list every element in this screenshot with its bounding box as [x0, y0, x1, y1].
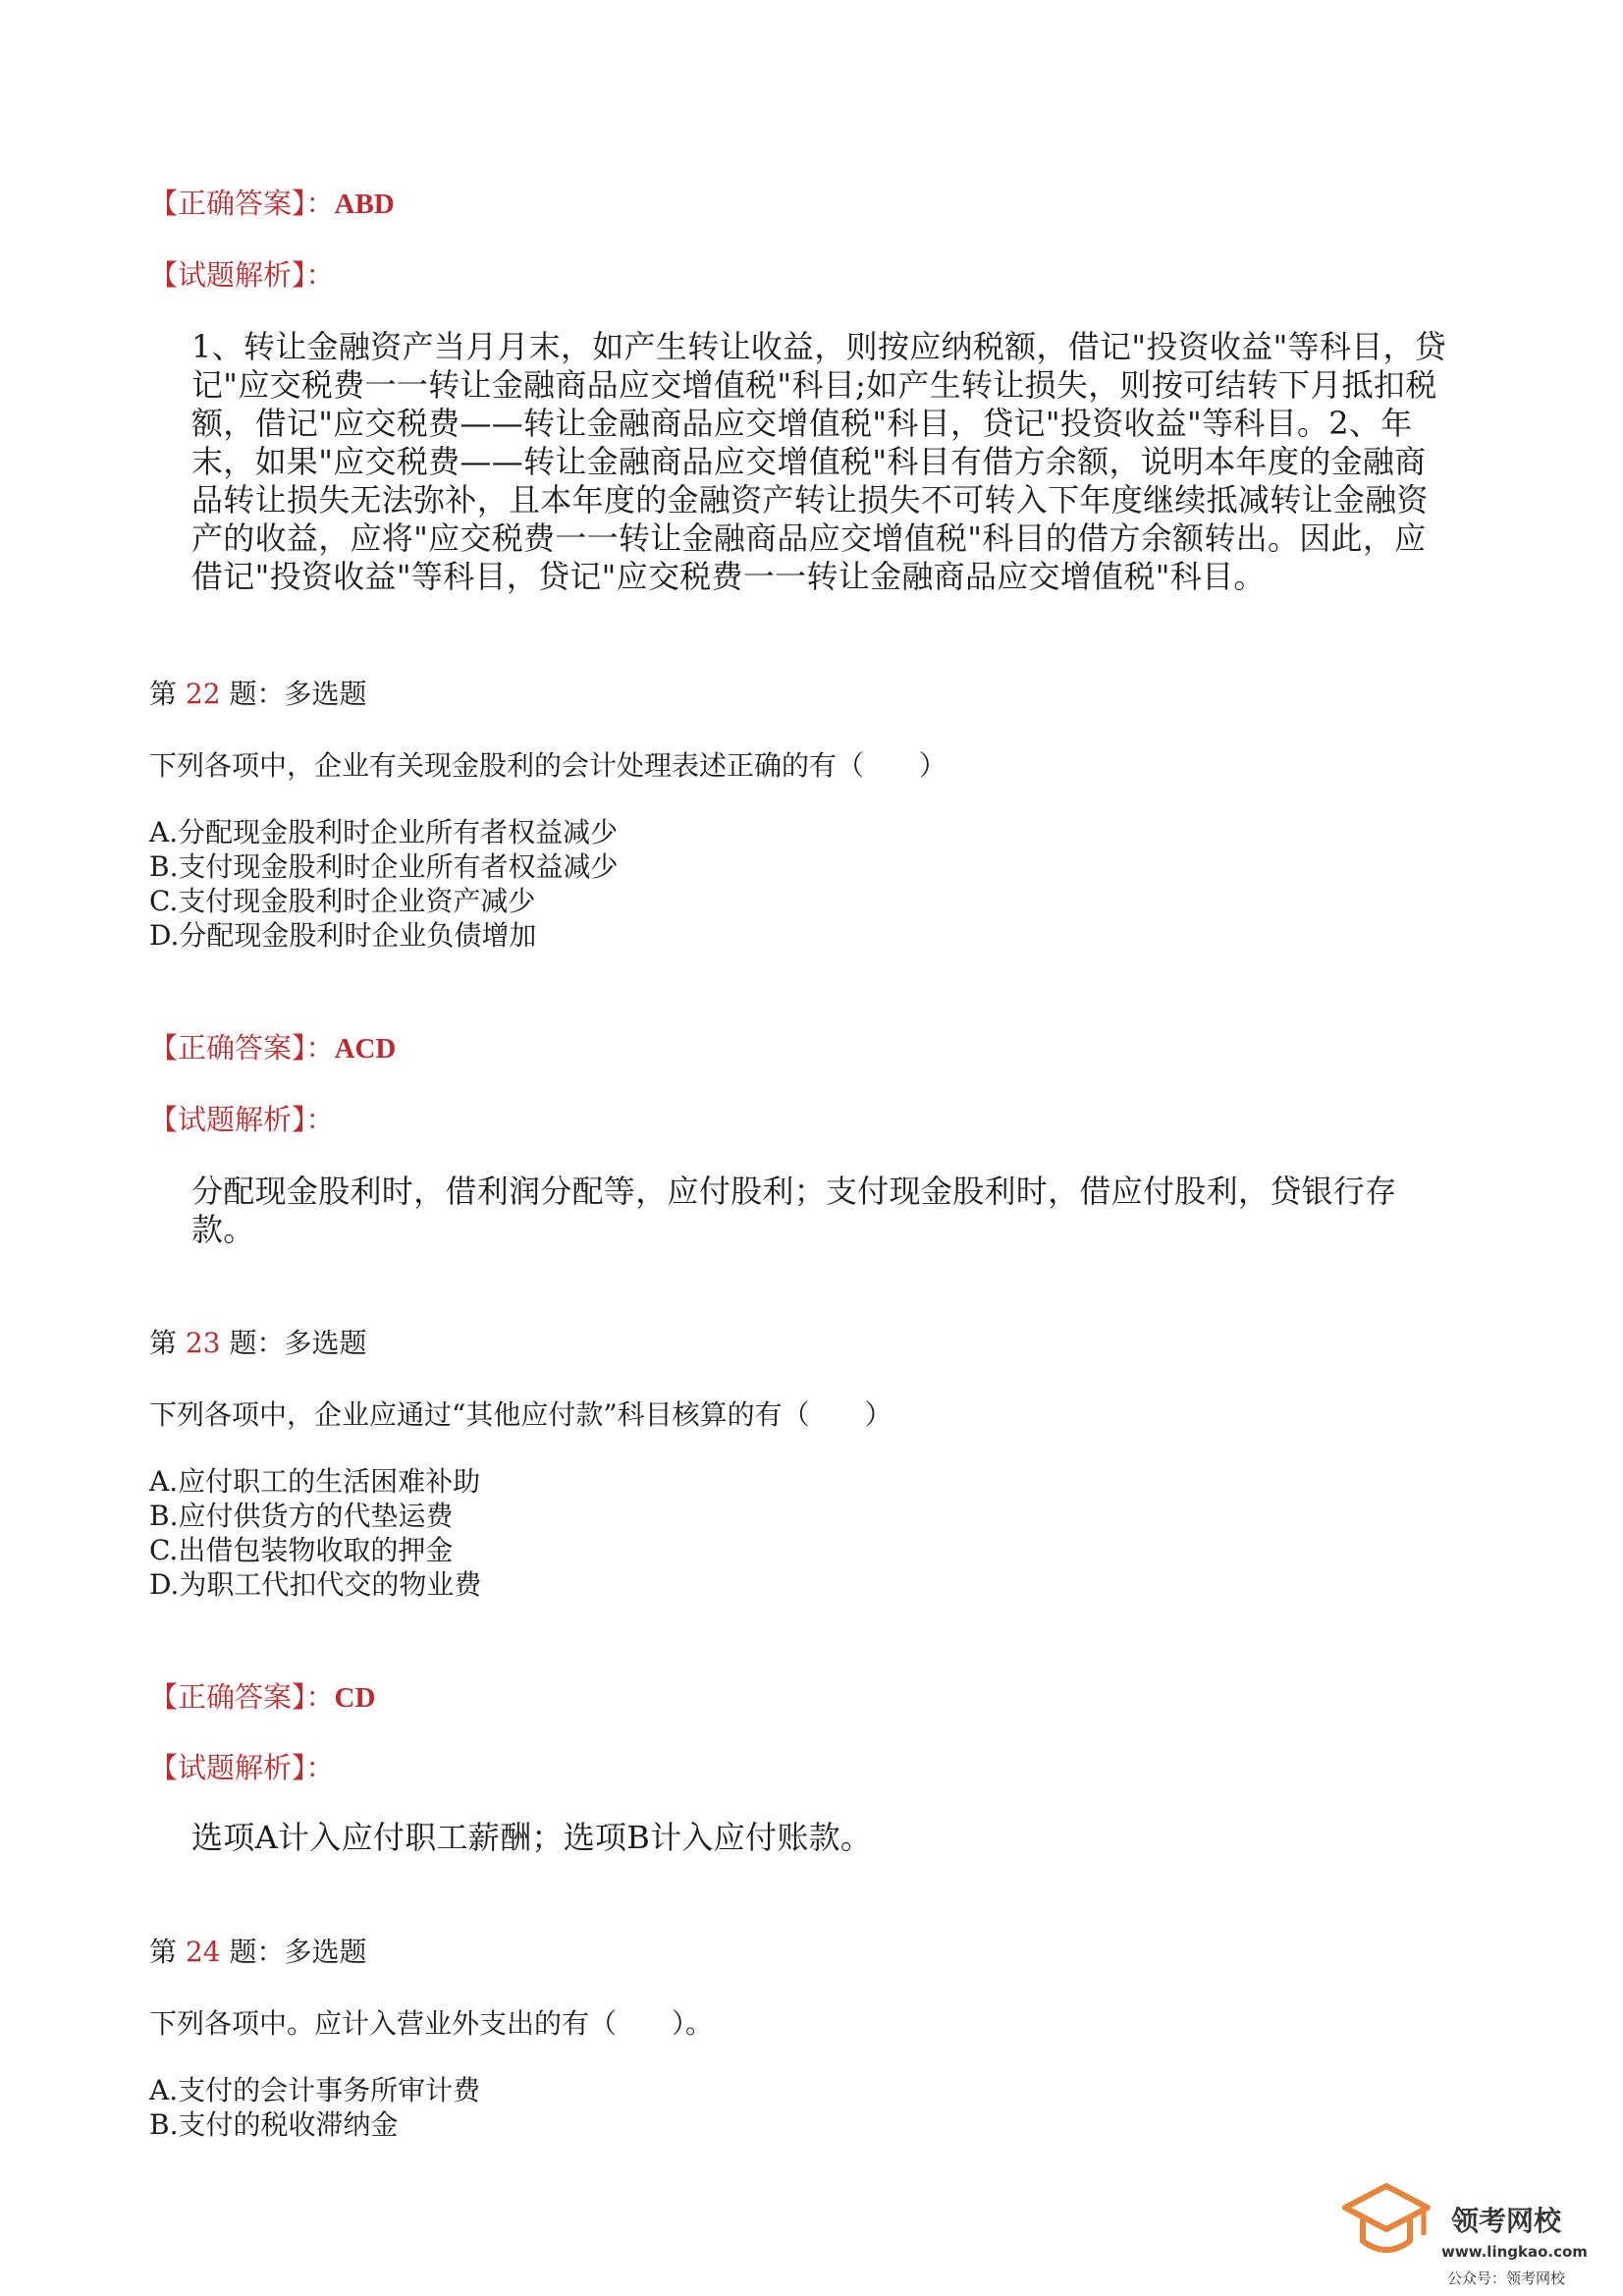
- question-number: 23: [185, 1327, 221, 1359]
- analysis-text: 选项A计入应付职工薪酬；选项B计入应付账款。: [191, 1819, 873, 1856]
- watermark-gzh: 公众号：领考网校: [1447, 2269, 1566, 2287]
- option-c: C.支付现金股利时企业资产减少: [149, 885, 536, 917]
- answer-value: ACD: [334, 1033, 397, 1065]
- answer-value: ABD: [334, 189, 395, 220]
- options-list: [149, 1464, 481, 1602]
- question-number: 24: [185, 1936, 221, 1968]
- option-a: A.分配现金股利时企业所有者权益减少: [149, 816, 619, 848]
- analysis-label: 【试题解析】：: [149, 1751, 335, 1784]
- answer-label: 【正确答案】：ACD: [149, 1031, 397, 1065]
- options-list: [149, 815, 618, 953]
- watermark-title: 领考网校: [1451, 2205, 1562, 2237]
- answer-label: 【正确答案】：CD: [149, 1680, 376, 1714]
- question-header: 第 23 题：多选题: [149, 1327, 367, 1359]
- analysis-label: 【试题解析】：: [149, 258, 335, 292]
- option-d: D.为职工代扣代交的物业费: [149, 1568, 482, 1601]
- graduation-cap-icon: [1337, 2178, 1435, 2267]
- question-header: 第 24 题：多选题: [149, 1936, 367, 1968]
- answer-value: CD: [334, 1682, 376, 1714]
- watermark-url: www.lingkao.com: [1441, 2243, 1588, 2261]
- question-header: 第 22 题：多选题: [149, 678, 367, 710]
- question-text: 下列各项中，企业应通过“其他应付款”科目核算的有（ ）: [149, 1398, 893, 1431]
- option-d: D.分配现金股利时企业负债增加: [149, 919, 537, 952]
- option-b: B.支付的税收滞纳金: [149, 2108, 399, 2141]
- option-c: C.出借包装物收取的押金: [149, 1534, 454, 1566]
- answer-label: 【正确答案】：ABD: [149, 187, 395, 220]
- options-list: [149, 2073, 480, 2142]
- option-a: A.应付职工的生活困难补助: [149, 1465, 481, 1498]
- question-text: 下列各项中。应计入营业外支出的有（ ）。: [149, 2007, 714, 2040]
- option-b: B.支付现金股利时企业所有者权益减少: [149, 850, 619, 883]
- analysis-text: 分配现金股利时，借利润分配等，应付股利；支付现金股利时，借应付股利，贷银行存 款。: [191, 1173, 1397, 1248]
- question-number: 22: [185, 678, 221, 710]
- option-b: B.应付供货方的代垫运费: [149, 1500, 454, 1532]
- option-a: A.支付的会计事务所审计费: [149, 2074, 481, 2106]
- question-text: 下列各项中，企业有关现金股利的会计处理表述正确的有（ ）: [149, 749, 947, 782]
- analysis-label: 【试题解析】：: [149, 1103, 335, 1136]
- analysis-text: 1、转让金融资产当月月末，如产生转让收益，则按应纳税额，借记"投资收益"等科目，贷 记"应交税费一一转让金融商品应交增值税"科目;如产生转让损失，则按可结转下月抵扣税 额，借记"应交税费——转让金融商品应交增值税"科目，贷记"投资收益"等科目。2、年 末，如果"应交税费——转让金融商品应交增值税"科目有借方余额，说明本年度的金融商 品转让损失无法弥补，且本年度的金融资产转让损失不可转入下年度继续抵减转让金融资 产的收益，应将"应交税费一一转让金融商品应交增值税"科目的借方余额转出。因此，应 借记"投资收益"等科目，贷记"应交税费一一转让金融商品应交增值税"科目。: [191, 328, 1447, 595]
